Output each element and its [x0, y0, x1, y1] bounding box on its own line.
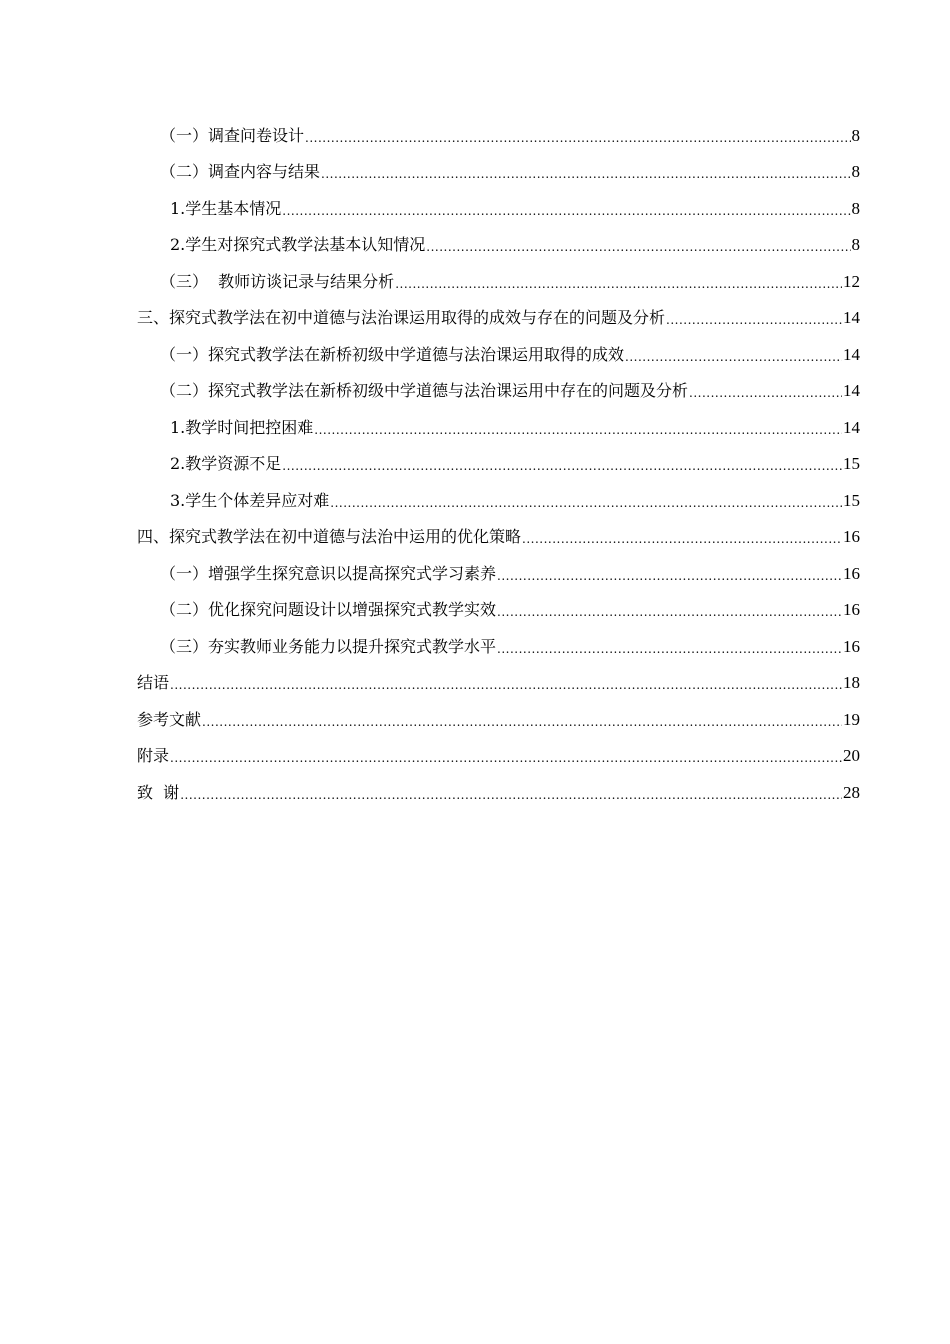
- toc-entry[interactable]: [0, 444, 950, 481]
- toc-entry-title: 三、探究式教学法在初中道德与法治课运用取得的成效与存在的问题及分析: [137, 308, 666, 327]
- toc-dot-leader: [170, 678, 842, 692]
- toc-entry-page: 8: [851, 125, 860, 145]
- toc-entry-title: （三）夯实教师业务能力以提升探究式教学水平: [160, 636, 497, 656]
- toc-dot-leader: [666, 313, 842, 327]
- toc-entry[interactable]: [0, 699, 950, 736]
- toc-entry-page: 16: [843, 600, 860, 619]
- toc-entry-title: 3.学生个体差异应对难: [170, 490, 330, 510]
- toc-entry-title: 四、探究式教学法在初中道德与法治中运用的优化策略: [137, 527, 522, 546]
- toc-entry-title: 1.教学时间把控困难: [170, 417, 314, 437]
- toc-entry-page: 8: [851, 235, 860, 254]
- toc-entry-title: （二）探究式教学法在新桥初级中学道德与法治课运用中存在的问题及分析: [160, 381, 689, 400]
- toc-dot-leader: [689, 386, 842, 400]
- toc-entry-title: 1.学生基本情况: [170, 198, 282, 218]
- toc-entry[interactable]: [0, 298, 950, 335]
- toc-entry[interactable]: [0, 334, 950, 371]
- toc-entry-page: 18: [843, 673, 860, 692]
- toc-entry-title: （一）探究式教学法在新桥初级中学道德与法治课运用取得的成效: [160, 344, 625, 364]
- toc-entry[interactable]: [0, 736, 950, 773]
- toc-entry-title: 结语: [137, 673, 170, 692]
- toc-dot-leader: [305, 131, 850, 145]
- toc-dot-leader: [625, 350, 842, 364]
- toc-entry-title: 2.教学资源不足: [170, 454, 282, 473]
- toc-entry[interactable]: [0, 115, 950, 152]
- table-of-contents: [0, 115, 950, 809]
- toc-entry-title: （二）优化探究问题设计以增强探究式教学实效: [160, 600, 497, 619]
- toc-entry[interactable]: [0, 772, 950, 809]
- toc-entry-page: 16: [843, 527, 860, 546]
- toc-entry[interactable]: [0, 626, 950, 663]
- toc-entry-title: （二）调查内容与结果: [160, 162, 321, 181]
- toc-entry[interactable]: [0, 407, 950, 444]
- toc-entry[interactable]: [0, 480, 950, 517]
- toc-entry-title: 参考文献: [137, 709, 202, 729]
- toc-entry-page: 20: [843, 746, 860, 765]
- toc-dot-leader: [282, 204, 850, 218]
- toc-entry-page: 14: [843, 308, 860, 327]
- toc-dot-leader: [314, 423, 842, 437]
- toc-dot-leader: [330, 496, 842, 510]
- toc-entry-title: （一）增强学生探究意识以提高探究式学习素养: [160, 563, 497, 583]
- toc-dot-leader: [202, 715, 842, 729]
- toc-entry[interactable]: [0, 152, 950, 189]
- toc-dot-leader: [321, 167, 850, 181]
- toc-dot-leader: [497, 605, 842, 619]
- toc-entry-title: （三） 教师访谈记录与结果分析: [160, 271, 395, 291]
- toc-dot-leader: [522, 532, 842, 546]
- toc-dot-leader: [497, 642, 842, 656]
- toc-entry-page: 14: [843, 417, 860, 437]
- toc-entry[interactable]: [0, 188, 950, 225]
- toc-entry-page: 14: [843, 381, 860, 400]
- toc-entry[interactable]: [0, 663, 950, 700]
- toc-entry[interactable]: [0, 517, 950, 554]
- toc-entry-page: 12: [843, 271, 860, 291]
- toc-entry-page: 16: [843, 563, 860, 583]
- toc-entry-page: 16: [843, 636, 860, 656]
- toc-dot-leader: [395, 277, 842, 291]
- toc-entry[interactable]: [0, 371, 950, 408]
- toc-entry-title: 2.学生对探究式教学法基本认知情况: [170, 235, 426, 254]
- toc-entry-title: 附录: [137, 746, 170, 765]
- toc-entry[interactable]: [0, 261, 950, 298]
- toc-dot-leader: [180, 788, 842, 802]
- toc-entry[interactable]: [0, 225, 950, 262]
- toc-dot-leader: [426, 240, 850, 254]
- toc-entry-page: 15: [843, 490, 860, 510]
- toc-dot-leader: [282, 459, 842, 473]
- toc-entry-page: 14: [843, 344, 860, 364]
- toc-entry-page: 15: [843, 454, 860, 473]
- toc-entry-title: （一）调查问卷设计: [160, 125, 305, 145]
- toc-entry-page: 28: [843, 782, 860, 802]
- toc-entry-title: 致 谢: [137, 782, 180, 802]
- toc-entry-page: 19: [843, 709, 860, 729]
- toc-entry-page: 8: [851, 162, 860, 181]
- toc-dot-leader: [497, 569, 842, 583]
- toc-entry[interactable]: [0, 590, 950, 627]
- toc-entry[interactable]: [0, 553, 950, 590]
- toc-entry-page: 8: [851, 198, 860, 218]
- toc-dot-leader: [170, 751, 842, 765]
